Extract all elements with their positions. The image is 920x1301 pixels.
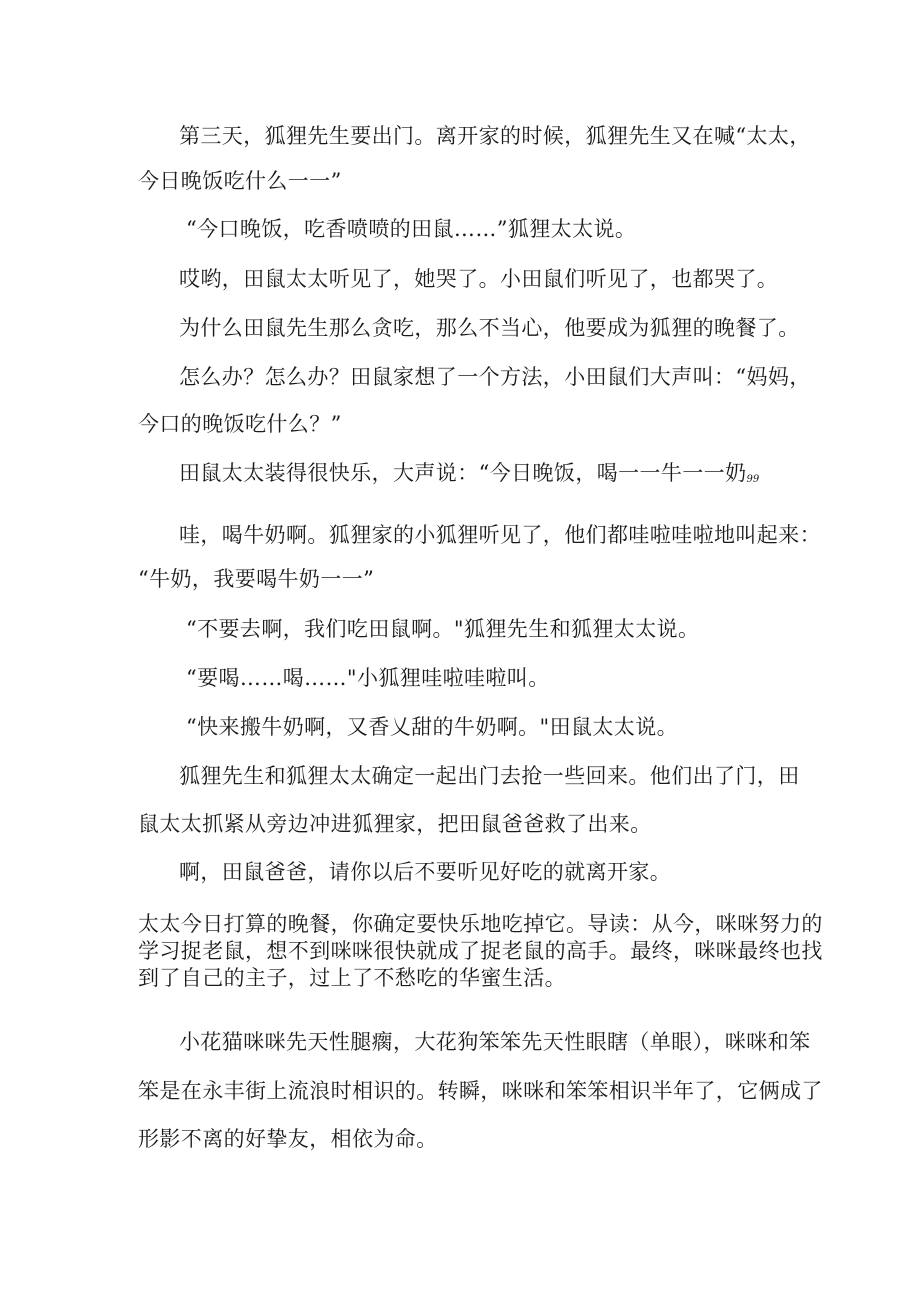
paragraph-line: 第三天，狐狸先生要出门。离开家的时候，狐狸先生又在喊“太太， bbox=[179, 124, 811, 148]
paragraph-line: 哎哟，田鼠太太听见了，她哭了。小田鼠们听见了，也都哭了。 bbox=[179, 267, 779, 291]
paragraph-line: 小花猫咪咪先天性腿瘸，大花狗笨笨先天性眼瞎（单眼），咪咪和笨 bbox=[179, 1030, 811, 1054]
paragraph-line: 哇，喝牛奶啊。狐狸家的小狐狸听见了，他们都哇啦哇啦地叫起来： bbox=[179, 523, 821, 547]
paragraph-line bbox=[179, 458, 759, 495]
paragraph-line: 啊，田鼠爸爸，请你以后不要听见好吃的就离开家。 bbox=[179, 860, 672, 884]
quote-artifact: 99 bbox=[746, 474, 760, 485]
paragraph-line: 狐狸先生和狐狸太太确定一起出门去抢一些回来。他们出了门，田 bbox=[179, 764, 800, 788]
paragraph-line: “快来搬牛奶啊，又香乂甜的牛奶啊。"田鼠太太说。 bbox=[186, 715, 678, 739]
paragraph-line: 笨是在永丰街上流浪时相识的。转瞬，咪咪和笨笨相识半年了，它俩成了 bbox=[138, 1079, 823, 1103]
paragraph-line: 太太今日打算的晚餐，你确定要快乐地吃掉它。导读：从今，咪咪努力的 bbox=[138, 912, 823, 936]
paragraph-line: 到了自己的主子，过上了不愁吃的华蜜生活。 bbox=[138, 966, 566, 990]
paragraph-line: 学习捉老鼠，想不到咪咪很快就成了捉老鼠的高手。最终，咪咪最终也找 bbox=[138, 939, 823, 963]
paragraph-line: “要喝……喝……"小狐狸哇啦哇啦叫。 bbox=[186, 666, 550, 690]
paragraph-line: 今日晚饭吃什么一一” bbox=[138, 169, 342, 193]
paragraph-line: “不要去啊，我们吃田鼠啊。"狐狸先生和狐狸太太说。 bbox=[186, 617, 700, 641]
paragraph-line: 今口的晚饭吃什么？” bbox=[138, 412, 342, 436]
paragraph-line: 形影不离的好挚友，相依为命。 bbox=[138, 1127, 438, 1151]
paragraph-line: 怎么办？怎么办？田鼠家想了一个方法，小田鼠们大声叫：“妈妈， bbox=[179, 365, 811, 389]
paragraph-line: “牛奶，我要喝牛奶一一” bbox=[138, 567, 375, 591]
paragraph-line: “今口晚饭，吃香喷喷的田鼠……”狐狸太太说。 bbox=[186, 217, 637, 241]
paragraph-line: 鼠太太抓紧从旁边冲进狐狸家，把田鼠爸爸救了出来。 bbox=[138, 812, 652, 836]
paragraph-line: 为什么田鼠先生那么贪吃，那么不当心，他要成为狐狸的晚餐了。 bbox=[179, 316, 800, 340]
paragraph-text: 田鼠太太装得很快乐，大声说：“今日晚饭，喝一一牛一一奶 bbox=[179, 461, 747, 485]
